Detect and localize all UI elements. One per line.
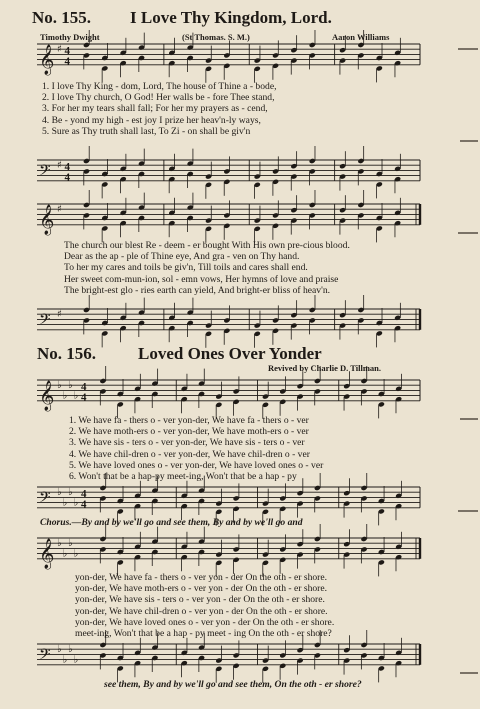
bass-clef-icon: 𝄢 bbox=[39, 488, 51, 510]
sharp-icon: ♯ bbox=[57, 160, 62, 172]
hymn-155-verse-line: The church our blest Re - deem - er bought With His own pre-cious blood. bbox=[64, 240, 350, 251]
hymn-155-verse-line: 5. Sure as Thy truth shall last, To Zi - on shall be giv'n bbox=[42, 125, 251, 137]
treble-clef-icon: 𝄞 bbox=[39, 204, 55, 235]
bass-clef-icon: 𝄢 bbox=[39, 645, 51, 667]
hymn-156-verse-line: 4. We have chil-dren o - ver yon-der, We have chil-dren o - ver bbox=[69, 448, 310, 460]
hymn-155-tune: (St Thomas. S. M.) bbox=[182, 32, 250, 42]
flat-icon: ♭ bbox=[68, 487, 73, 499]
hymn-156-verse-line: 3. We have sis - ters o - ver yon-der, We have sis - ters o - ver bbox=[69, 437, 305, 449]
treble-clef-icon: 𝄞 bbox=[39, 538, 55, 569]
page-edge-mark bbox=[458, 510, 478, 512]
hymn-156-chorus-end: see them, By and by we'll go and see them, On the oth - er shore? bbox=[104, 679, 362, 690]
hymn-155-verse-line: 4. Be - yond my high - est joy I prize her heav'n-ly ways, bbox=[42, 114, 261, 126]
hymn-155-author: Timothy Dwight bbox=[40, 32, 100, 42]
flat-icon: ♭ bbox=[57, 644, 62, 656]
hymn-155-verses-top bbox=[42, 81, 276, 137]
hymn-156-title: Loved Ones Over Yonder bbox=[138, 344, 322, 363]
hymn-155-verse-line: To her my cares and toils be giv'n, Till toils and cares shall end. bbox=[64, 262, 308, 274]
page-edge-mark bbox=[458, 48, 478, 50]
bass-clef-icon: 𝄢 bbox=[39, 310, 51, 332]
time-signature-bottom: 4 bbox=[81, 498, 87, 511]
hymn-156-number: No. 156. bbox=[37, 344, 97, 363]
time-signature-top: 4 bbox=[81, 380, 87, 393]
time-signature-bottom: 4 bbox=[64, 55, 70, 68]
flat-icon: ♭ bbox=[57, 380, 62, 392]
time-signature-top: 4 bbox=[64, 160, 70, 173]
hymn-156-chorus-label: Chorus.—By and by we'll go and see them, By and by we'll go and bbox=[40, 517, 303, 528]
time-signature-top: 4 bbox=[81, 487, 87, 500]
flat-icon: ♭ bbox=[62, 654, 68, 666]
hymn-155-verse-line: 1. I love Thy King - dom, Lord, The house of Thine a - bode, bbox=[42, 81, 277, 92]
flat-icon: ♭ bbox=[57, 538, 62, 550]
hymn-155-verse-line: Her sweet com-mun-ion, sol - emn vows, Her hymns of love and praise bbox=[64, 273, 339, 285]
page-edge-mark bbox=[460, 672, 478, 674]
hymn-156-verses bbox=[69, 415, 323, 482]
hymn-156-chorus-line: yon-der, We have loved ones o - ver yon - der On the oth - er shore. bbox=[75, 616, 335, 628]
page-edge-mark bbox=[460, 418, 478, 420]
hymn-155-verses-bottom bbox=[64, 240, 350, 296]
flat-icon: ♭ bbox=[62, 497, 68, 509]
flat-icon: ♭ bbox=[68, 644, 73, 656]
hymn-156-chorus-line: yon-der, We have fa - thers o - ver yon - der On the oth - er shore. bbox=[75, 572, 328, 583]
treble-clef-icon: 𝄞 bbox=[39, 44, 55, 75]
hymn-156-verse-line: 6. Won't that be a hap-py meet-ing, Won't that be a hap - py bbox=[69, 471, 297, 483]
hymn-156-chorus-line: yon-der, We have chil-dren o - ver yon - der On the oth - er shore. bbox=[75, 605, 328, 617]
hymn-155-verse-line: 3. For her my tears shall fall; For her my prayers as - cend, bbox=[42, 103, 268, 115]
hymn-155-title: I Love Thy Kingdom, Lord. bbox=[130, 8, 332, 27]
page-edge-mark bbox=[460, 140, 478, 142]
hymn-156-chorus-lines bbox=[75, 572, 334, 639]
sharp-icon: ♯ bbox=[57, 204, 62, 216]
sharp-icon: ♯ bbox=[57, 44, 62, 56]
flat-icon: ♭ bbox=[73, 548, 79, 560]
flat-icon: ♭ bbox=[68, 380, 73, 392]
hymn-156-verse-line: 5. We have loved ones o - ver yon-der, We have loved ones o - ver bbox=[69, 459, 324, 471]
hymn-155-number: No. 155. bbox=[32, 8, 92, 27]
flat-icon: ♭ bbox=[73, 654, 79, 666]
flat-icon: ♭ bbox=[73, 390, 79, 402]
hymn-155-verse-line: The bright-est glo - ries earth can yield, And bright-er bliss of heav'n. bbox=[64, 284, 331, 296]
time-signature-bottom: 4 bbox=[64, 171, 70, 184]
hymn-156-chorus-line: yon-der, We have sis - ters o - ver yon - der On the oth - er shore. bbox=[75, 594, 325, 606]
hymn-156-verse-line: 1. We have fa - thers o - ver yon-der, We have fa - thers o - ver bbox=[69, 415, 309, 426]
hymn-156-chorus-line: yon-der, We have moth-ers o - ver yon - der On the oth - er shore. bbox=[75, 583, 328, 595]
time-signature-top: 4 bbox=[64, 44, 70, 57]
time-signature-bottom: 4 bbox=[81, 391, 87, 404]
page-edge-mark bbox=[458, 232, 478, 234]
flat-icon: ♭ bbox=[62, 548, 68, 560]
sharp-icon: ♯ bbox=[57, 309, 62, 321]
hymn-156-credit: Revived by Charlie D. Tillman. bbox=[268, 363, 382, 373]
treble-clef-icon: 𝄞 bbox=[39, 380, 55, 411]
hymn-155-composer: Aaron Williams bbox=[332, 32, 390, 42]
flat-icon: ♭ bbox=[62, 390, 68, 402]
hymn-155-verse-line: Dear as the ap - ple of Thine eye, And gra - ven on Thy hand. bbox=[64, 251, 300, 263]
hymn-156-verse-line: 2. We have moth-ers o - ver yon-der, We have moth-ers o - ver bbox=[69, 426, 309, 438]
bass-clef-icon: 𝄢 bbox=[39, 161, 51, 183]
hymn-156-chorus-line: meet-ing, Won't that be a hap - py meet - ing On the oth - er shore? bbox=[75, 628, 332, 640]
flat-icon: ♭ bbox=[68, 538, 73, 550]
hymn-155-verse-line: 2. I love Thy church, O God! Her walls be - fore Thee stand, bbox=[42, 92, 275, 104]
flat-icon: ♭ bbox=[57, 487, 62, 499]
flat-icon: ♭ bbox=[73, 497, 79, 509]
